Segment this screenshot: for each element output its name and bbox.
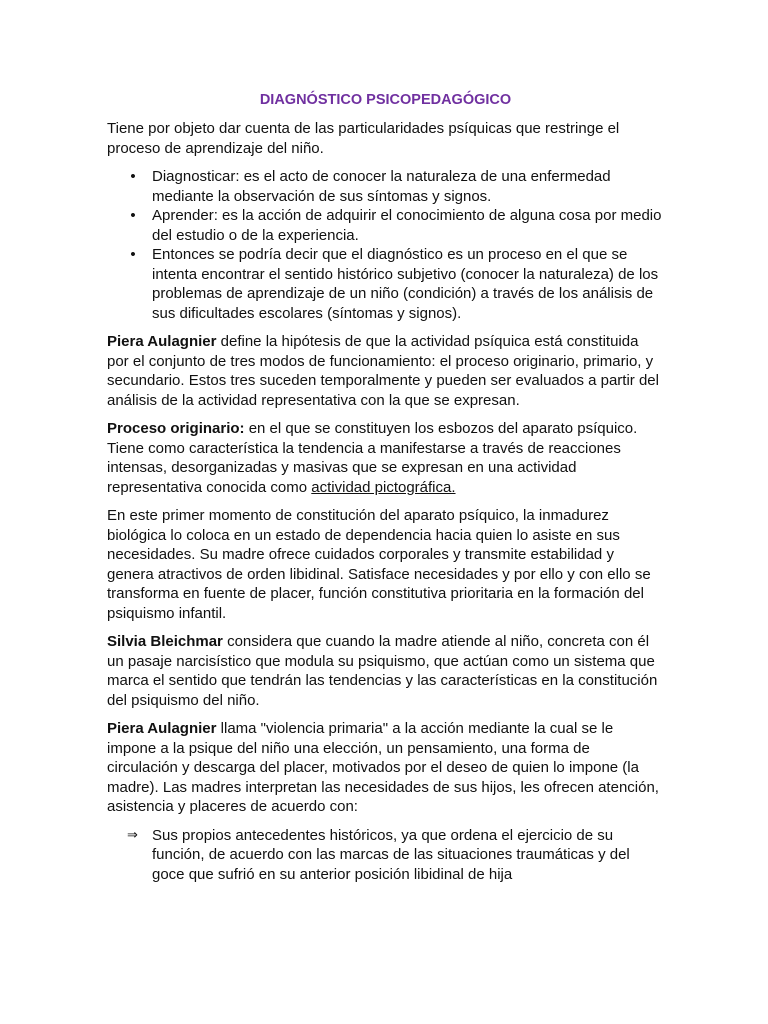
- term-heading: Proceso originario:: [107, 420, 245, 437]
- bullet-icon: •: [130, 168, 136, 185]
- list-item: [107, 206, 664, 245]
- arrow-list: [107, 826, 664, 885]
- bullet-icon: •: [130, 207, 136, 224]
- paragraph-text: en el que se constituyen los esbozos del aparato psíquico. Tiene como característica la tendencia a manifestarse a través de reacciones intensas, desorganizadas y masivas que se expresan en una actividad representativa conocida como: [107, 420, 638, 496]
- author-name: Silvia Bleichmar: [107, 633, 223, 650]
- paragraph-aulagnier-hypothesis: [107, 332, 664, 410]
- author-name: Piera Aulagnier: [107, 720, 217, 737]
- paragraph-primer-momento: En este primer momento de constitución del aparato psíquico, la inmadurez biológica lo coloca en un estado de dependencia hacia quien lo asiste en sus necesidades. Su madre ofrece cuidados corporales y transmite estabilidad y genera atractivos de orden libidinal. Satisface necesidades y por ello y con ello se transforma en fuente de placer, función constitutiva prioritaria en la formación del psiquismo infantil.: [107, 507, 651, 622]
- author-name: Piera Aulagnier: [107, 333, 217, 350]
- paragraph-violencia-primaria: [107, 719, 664, 817]
- bullet-icon: •: [130, 246, 136, 263]
- list-item: [107, 167, 664, 206]
- definitions-list: [107, 167, 664, 323]
- paragraph-text: considera que cuando la madre atiende al niño, concreta con él un pasaje narcisístico que modula su psiquismo, que actúan como un sistema que marca el sentido que tendrán las tendencias y las características en la constitución del psiquismo del niño.: [107, 633, 658, 709]
- list-item-text: Entonces se podría decir que el diagnóstico es un proceso en el que se intenta encontrar el sentido histórico subjetivo (conocer la naturaleza) de los problemas de aprendizaje de un niño (condición) a través de los análisis de sus dificultades escolares (síntomas y signos).: [152, 246, 659, 322]
- intro-paragraph: Tiene por objeto dar cuenta de las particularidades psíquicas que restringe el proceso de aprendizaje del niño.: [107, 120, 620, 157]
- underlined-term: actividad pictográfica.: [311, 478, 456, 496]
- list-item-text: Sus propios antecedentes históricos, ya que ordena el ejercicio de su función, de acuerdo con las marcas de las situaciones traumáticas y del goce que sufrió en su anterior posición libidinal de hija: [152, 826, 630, 883]
- paragraph-text: llama "violencia primaria" a la acción mediante la cual se le impone a la psique del niño una elección, un pensamiento, una forma de circulación y descarga del placer, motivados por el deseo de quien lo impone (la madre). Las madres interpretan las necesidades de sus hijos, les ofrecen atención, asistencia y placeres de acuerdo con:: [107, 720, 659, 815]
- list-item: [107, 826, 664, 885]
- list-item: [107, 245, 664, 323]
- arrow-right-icon: ⇒: [127, 827, 138, 843]
- document-title: DIAGNÓSTICO PSICOPEDAGÓGICO: [259, 92, 512, 108]
- list-item-text: Aprender: es la acción de adquirir el conocimiento de alguna cosa por medio del estudio o de la experiencia.: [152, 207, 662, 244]
- paragraph-text: define la hipótesis de que la actividad psíquica está constituida por el conjunto de tres modos de funcionamiento: el proceso originario, primario, y secundario. Estos tres suceden temporalmente y pueden ser evaluados a partir del análisis de la actividad representativa con la que se expresan.: [107, 333, 659, 409]
- paragraph-proceso-originario: [107, 419, 664, 497]
- paragraph-bleichmar: [107, 632, 664, 710]
- list-item-text: Diagnosticar: es el acto de conocer la naturaleza de una enfermedad mediante la observación de sus síntomas y signos.: [152, 168, 611, 205]
